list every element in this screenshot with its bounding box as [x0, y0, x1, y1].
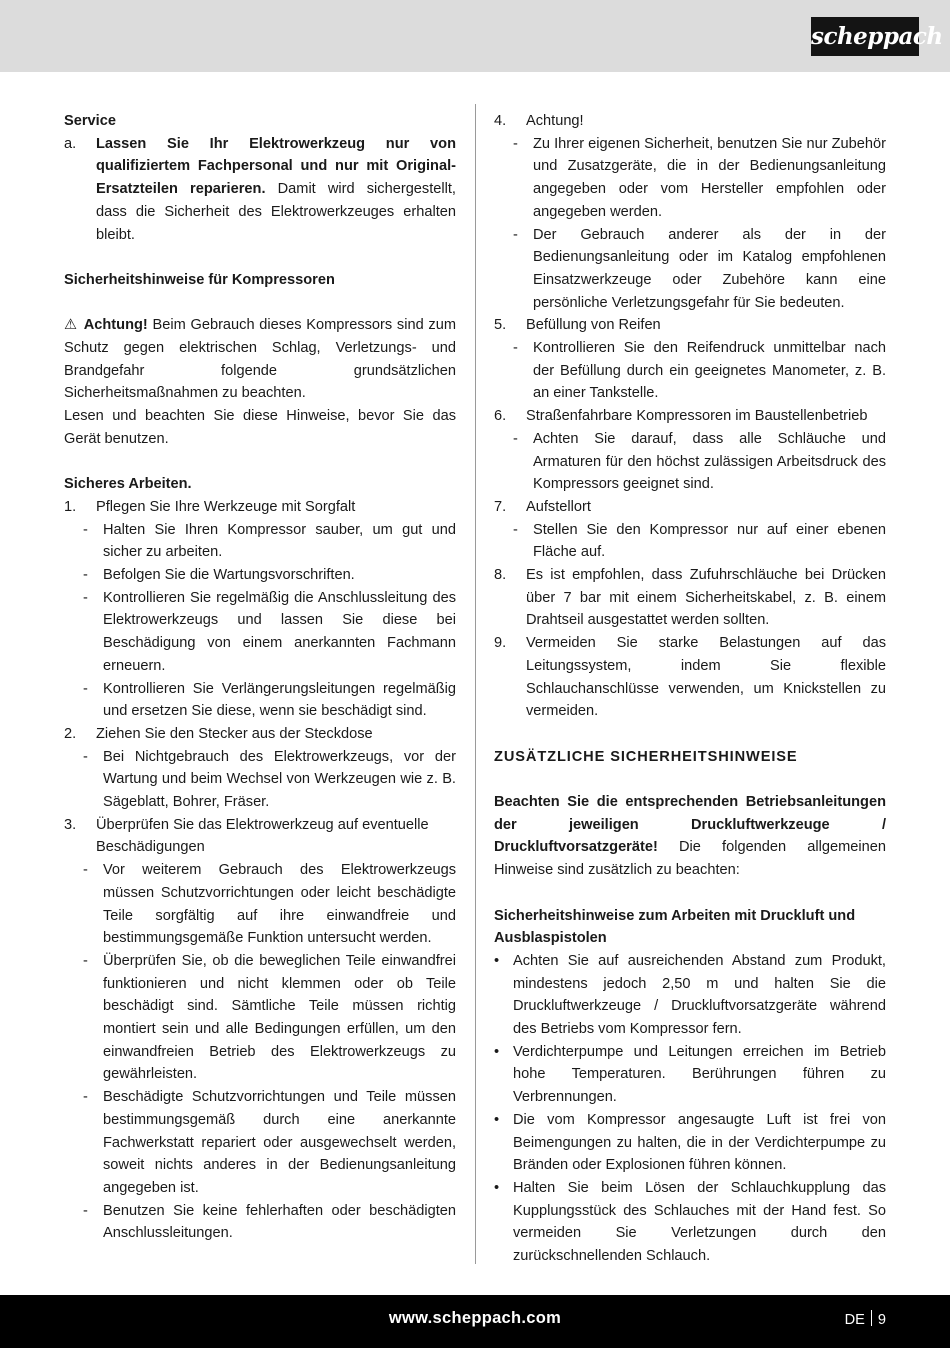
- bullet: •: [494, 1043, 500, 1060]
- sub-item-text: Vor weiterem Gebrauch des Elektrowerkzeugs müssen Schutzvorrichtungen oder leicht beschädigte Teile sorgfältig auf ihre einwandfreie und bestimmungsgemäße Funktion untersucht werden.: [103, 862, 456, 947]
- dash: -: [83, 862, 88, 879]
- warning-text: Beim Gebrauch dieses Kompressors sind zum Schutz gegen elektrischen Schlag, Verletzungs- und Brandgefahr folgende grundsätzlichen Sicherheitsmaßnahmen zu beachten.: [64, 317, 456, 402]
- dash: -: [83, 748, 88, 765]
- bullet-text: Achten Sie auf ausreichenden Abstand zum Produkt, mindestens jedoch 2,50 m und halten Sie die Druckluftwerkzeuge / Druckluftvorsatzgeräte während des Betriebs vom Kompressor fern.: [513, 952, 886, 1038]
- sub-item: [64, 1086, 456, 1200]
- sub-item-text: Bei Nichtgebrauch des Elektrowerkzeugs, vor der Wartung und beim Wechsel von Werkzeugen wie z. B. Sägeblatt, Bohrer, Fräser.: [103, 748, 456, 811]
- dash: -: [83, 1089, 88, 1106]
- list-item: [494, 110, 886, 133]
- page-footer: [0, 1295, 950, 1348]
- service-item-a: [64, 133, 456, 247]
- list-item: [494, 632, 886, 723]
- list-item: [64, 496, 456, 519]
- sub-item-text: Kontrollieren Sie regelmäßig die Anschlussleitung des Elektrowerkzeugs und lassen Sie diese bei Beschädigung von einem anerkannten Fachmann erneuern.: [103, 589, 456, 674]
- item-number: 3.: [64, 816, 77, 833]
- item-title: Straßenfahrbare Kompressoren im Baustellenbetrieb: [526, 408, 868, 425]
- sub-item-text: Der Gebrauch anderer als der in der Bedienungsanleitung oder im Katalog empfohlenen Einsatzwerkzeuge oder Zubehöre kann eine persönliche Verletzungsgefahr für Sie bedeuten.: [533, 226, 886, 311]
- sub-item: [64, 678, 456, 723]
- warning-paragraph: [64, 314, 456, 405]
- sub-item: [64, 950, 456, 1086]
- sub-item-text: Halten Sie Ihren Kompressor sauber, um gut und sicher zu arbeiten.: [103, 521, 456, 561]
- item-number: 5.: [494, 317, 507, 334]
- observe-paragraph: [494, 791, 886, 882]
- bullet: •: [494, 1111, 500, 1128]
- dash: -: [513, 226, 518, 243]
- sub-item-text: Benutzen Sie keine fehlerhaften oder beschädigten Anschlussleitungen.: [103, 1202, 456, 1242]
- item-text: [96, 133, 456, 247]
- sub-item: [494, 133, 886, 224]
- dash: -: [513, 340, 518, 357]
- sub-item-text: Befolgen Sie die Wartungsvorschriften.: [103, 567, 355, 584]
- item-number: 2.: [64, 725, 77, 742]
- item-number: 9.: [494, 635, 507, 652]
- left-column: [64, 110, 456, 1245]
- observe-bold-text: Beachten Sie die entsprechenden Betriebsanleitungen der jeweiligen Druckluftwerkzeuge / Druckluftvorsatzgeräte!: [494, 794, 886, 856]
- right-column: [494, 110, 886, 1268]
- dash: -: [83, 589, 88, 606]
- dash: -: [83, 1202, 88, 1219]
- dash: -: [83, 952, 88, 969]
- bullet-item: [494, 1177, 886, 1268]
- dash: -: [513, 521, 518, 538]
- item-bold-text: Lassen Sie Ihr Elektrowerkzeug nur von qualifiziertem Fachpersonal und nur mit Original-Ersatzteilen reparieren.: [96, 135, 456, 198]
- sub-item-text: Überprüfen Sie, ob die beweglichen Teile einwandfrei funktionieren und nicht klemmen oder ob Teile beschädigt sind. Sämtliche Teile müssen richtig montiert sein und alle Bedingungen erfüllen, um den einwandfreien Betrieb des Elektrowerkzeugs zu gewährleisten.: [103, 952, 456, 1083]
- sub-item: [64, 746, 456, 814]
- brand-logo: scheppach: [811, 17, 919, 56]
- sub-item: [64, 1200, 456, 1245]
- bullet-text: Verdichterpumpe und Leitungen erreichen im Betrieb hohe Temperaturen. Berührungen führen zu Verbrennungen.: [513, 1043, 886, 1106]
- item-title: Überprüfen Sie das Elektrowerkzeug auf eventuelle Beschädigungen: [96, 816, 429, 856]
- bullet: •: [494, 952, 500, 969]
- item-number: 6.: [494, 408, 507, 425]
- sub-item: [64, 564, 456, 587]
- observe-text: Die folgenden allgemeinen Hinweise sind zusätzlich zu beachten:: [494, 839, 886, 879]
- language-code: DE: [844, 1312, 865, 1328]
- list-item: [494, 496, 886, 519]
- item-title: Aufstellort: [526, 498, 591, 515]
- item-title: Ziehen Sie den Stecker aus der Steckdose: [96, 725, 373, 742]
- sub-item: [494, 337, 886, 405]
- additional-safety-heading: ZUSÄTZLICHE SICHERHEITSHINWEISE: [494, 748, 798, 765]
- service-heading: Service: [64, 113, 116, 129]
- column-divider: [475, 104, 476, 1264]
- list-item: [494, 564, 886, 632]
- item-number: a.: [64, 135, 77, 152]
- bullet-item: [494, 1041, 886, 1109]
- read-paragraph: Lesen und beachten Sie diese Hinweise, bevor Sie das Gerät benutzen.: [64, 408, 456, 447]
- sub-item: [64, 519, 456, 564]
- bullet-item: [494, 950, 886, 1041]
- sub-item-text: Kontrollieren Sie den Reifendruck unmittelbar nach der Befüllung durch ein geeignetes Manometer, z. B. an einer Tankstelle.: [533, 340, 886, 402]
- list-item: [64, 814, 456, 859]
- bullet: •: [494, 1180, 500, 1196]
- compressor-heading: Sicherheitshinweise für Kompressoren: [64, 271, 335, 288]
- bullet-text: Halten Sie beim Lösen der Schlauchkupplung das Kupplungsstück des Schlauches mit der Hand fest. So vermeiden Sie Verletzungen durch den zurückschnellenden Schlauch.: [513, 1180, 886, 1265]
- item-number: 7.: [494, 498, 507, 515]
- item-text: Es ist empfohlen, dass Zufuhrschläuche bei Drücken über 7 bar mit einem Sicherheitskabel, z. B. einem Drahtseil ausgestattet werden sollten.: [526, 567, 886, 629]
- sub-item-text: Kontrollieren Sie Verlängerungsleitungen regelmäßig und ersetzen Sie diese, wenn sie beschädigt sind.: [103, 680, 456, 720]
- item-plain-text: Damit wird sichergestellt, dass die Sicherheit des Elektrowerkzeuges erhalten bleibt.: [96, 181, 456, 243]
- sub-item: [64, 587, 456, 678]
- item-title: Befüllung von Reifen: [526, 317, 661, 334]
- sub-item-text: Stellen Sie den Kompressor nur auf einer ebenen Fläche auf.: [533, 521, 886, 561]
- list-item: [494, 314, 886, 337]
- page-header: [0, 0, 950, 72]
- safe-work-heading: Sicheres Arbeiten.: [64, 476, 192, 493]
- item-number: 4.: [494, 113, 507, 129]
- bullet-item: [494, 1109, 886, 1177]
- page-number-value: 9: [877, 1312, 886, 1328]
- bullet-text: Die vom Kompressor angesaugte Luft ist frei von Beimengungen zu halten, die in der Verdichterpumpe zu Bränden oder Explosionen führen können.: [513, 1111, 886, 1174]
- dash: -: [83, 680, 88, 697]
- page-separator: [871, 1310, 872, 1326]
- compressed-air-heading: Sicherheitshinweise zum Arbeiten mit Druckluft und Ausblaspistolen: [494, 907, 856, 947]
- sub-item: [494, 224, 886, 315]
- item-text: Vermeiden Sie starke Belastungen auf das Leitungssystem, indem Sie flexible Schlauchanschlüsse verwenden, um Knickstellen zu vermeiden.: [526, 635, 886, 720]
- item-title: Pflegen Sie Ihre Werkzeuge mit Sorgfalt: [96, 498, 356, 515]
- warning-label: Achtung!: [83, 317, 148, 334]
- item-number: 8.: [494, 567, 507, 584]
- sub-item: [64, 859, 456, 950]
- dash: -: [83, 567, 88, 584]
- sub-item-text: Beschädigte Schutzvorrichtungen und Teile müssen bestimmungsgemäß durch eine anerkannte Fachwerkstatt repariert oder ausgewechselt werden, soweit nichts anderes in der Bedienungsanleitung angegeben ist.: [103, 1089, 456, 1196]
- sub-item: [494, 428, 886, 496]
- sub-item-text: Zu Ihrer eigenen Sicherheit, benutzen Sie nur Zubehör und Zusatzgeräte, die in der Bedienungsanleitung angegeben oder vom Hersteller empfohlen oder angegeben werden.: [533, 135, 886, 220]
- list-item: [494, 405, 886, 428]
- dash: -: [513, 430, 518, 447]
- item-title: Achtung!: [526, 113, 584, 129]
- dash: -: [513, 135, 518, 152]
- warning-icon: ⚠: [64, 317, 78, 334]
- item-number: 1.: [64, 498, 77, 515]
- sub-item: [494, 519, 886, 564]
- dash: -: [83, 521, 88, 538]
- sub-item-text: Achten Sie darauf, dass alle Schläuche und Armaturen für den höchst zulässigen Arbeitsdruck des Kompressors geeignet sind.: [533, 430, 886, 493]
- page-number: [845, 1310, 886, 1328]
- website-link[interactable]: www.scheppach.com: [388, 1309, 562, 1327]
- list-item: [64, 723, 456, 746]
